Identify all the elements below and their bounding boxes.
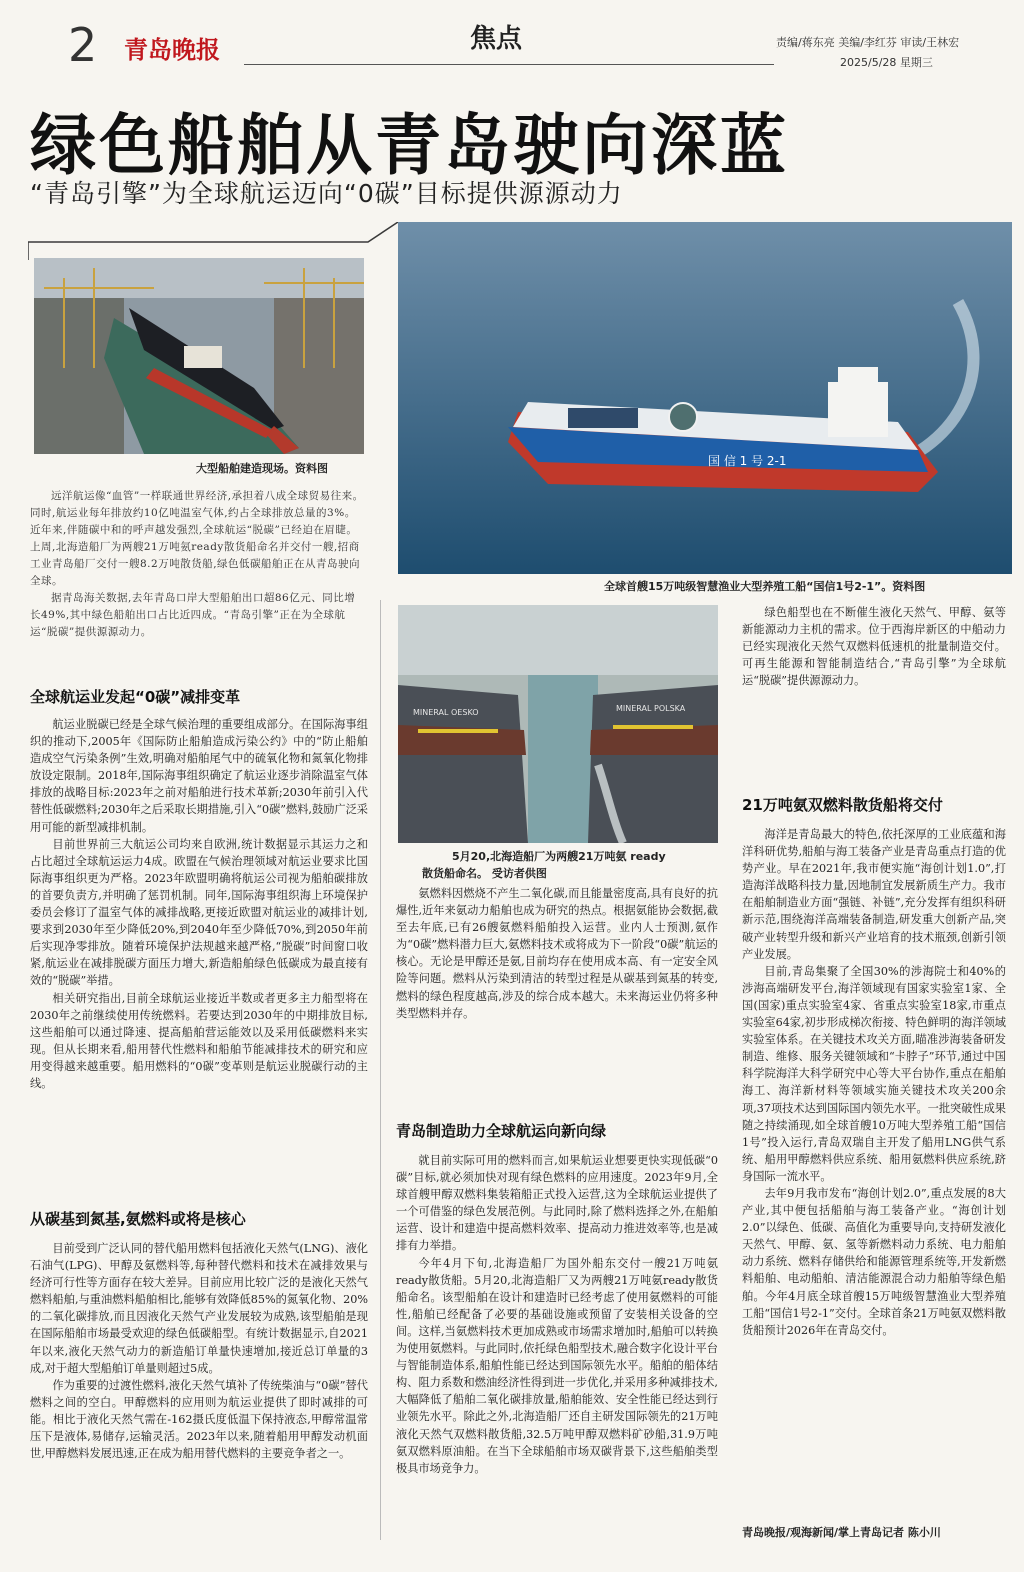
section-body (30, 716, 368, 1092)
newspaper-logo: 青岛晚报 (124, 35, 220, 64)
section-bracket-decoration (28, 222, 400, 262)
launch-caption-line1: 5月20,北海造船厂为两艘21万吨氨 ready (452, 850, 666, 863)
body-paragraph: 相关研究指出,目前全球航运业接近半数或者更多主力船型将在2030年之前继续使用传统燃料。若要达到2030年的中期排放目标,这些船舶可以通过降速、提高船舶营运能效以及采用低碳燃料来实现。但从长期来看,船用替代性燃料和船舶节能减排技术的研究和应用变得越来越重要。船用燃料的“0碳”变革则是航运业脱碳行动的主线。 (30, 991, 368, 1090)
body-paragraph: 就目前实际可用的燃料而言,如果航运业想要更快实现低碳“0碳”目标,就必须加快对现有绿色燃料的应用速度。2023年9月,全球首艘甲醇双燃料集装箱船正式投入运营,这为全球航运业提供了一个可借鉴的绿色发展范例。与此同时,除了燃料选择之外,在船舶运营、设计和建造中提高燃料效率、提高动力推进效率等,也是减排有力举措。 (396, 1154, 718, 1253)
fishfarm-vessel-photo (398, 222, 1012, 574)
fishfarm-caption: 全球首艘15万吨级智慧渔业大型养殖工船“国信1号2-1”。资料图 (604, 580, 926, 593)
page-number: 2 (68, 18, 98, 72)
section-body (30, 1240, 368, 1508)
body-paragraph: 海洋是青岛最大的特色,依托深厚的工业底蕴和海洋科研优势,船舶与海工装备产业是青岛重点打造的优势产业。早在2021年,我市便实施“海创计划1.0”,打造海洋战略科技力量,因地制宜发展新质生产力。我市在船舶制造业方面“强链、补链”,充分发挥有组织科研新示范,围绕海洋高端装备制造,研发重大创新产品,突破产业转型升级和新兴产业培育的技术瓶颈,创新引领产业发展。 (742, 828, 1006, 961)
fishfarm-hull-text: 国 信 1 号 2-1 (708, 454, 787, 468)
column-divider (380, 600, 381, 1540)
section-body (396, 885, 718, 1103)
section-body (396, 1152, 718, 1492)
body-paragraph: 去年9月我市发布“海创计划2.0”,重点发展的8大产业,其中便包括船舶与海工装备产业。“海创计划2.0”以绿色、低碳、高值化为重要导向,支持研发液化天然气、甲醇、氨、氢等新燃料动力系统、电力船舶动力系统、燃料存储供给和能源管理系统等,开发新燃料船舶、电动船舶、清洁能源混合动力船舶等绿色船舶。今年4月底全球首艘15万吨级智慧渔业大型养殖工船“国信1号2-1”交付。全球首条21万吨氨双燃料散货船预计2026年在青岛交付。 (742, 1186, 1006, 1337)
intro-block (30, 488, 366, 641)
launch-ship-right-name: MINERAL POLSKA (616, 704, 686, 713)
section-heading: 全球航运业发起“0碳”减排变革 (30, 688, 241, 706)
body-paragraph: 目前受到广泛认同的替代船用燃料包括液化天然气(LNG)、液化石油气(LPG)、甲醇及氨燃料等,每种替代燃料和技术在减排效果与经济可行性等方面存在较大差异。目前应用比较广泛的是液化天然气燃料船舶,与重油燃料船舶相比,能够有效降低85%的氮氧化物、20%的二氧化碳排放,而且因液化天然气产业发展较为成熟,该型船舶是现在国际船舶市场最受欢迎的绿色低碳船型。有统计数据显示,自2021年以来,液化天然气动力的新造船订单量快速增加,接近总订单量的3成,对于超大型船舶订单量则超过5成。 (30, 1242, 368, 1375)
ship-launch-photo (398, 605, 718, 843)
editor-credits: 责编/蒋东亮 美编/李红芬 审读/王林宏 (776, 36, 960, 49)
subheadline: “青岛引擎”为全球航运迈向“0碳”目标提供源源动力 (30, 179, 623, 208)
intro-paragraph: 远洋航运像“血管”一样联通世界经济,承担着八成全球贸易往来。同时,航运业每年排放约10亿吨温室气体,约占全球排放总量的3%。近年来,伴随碳中和的呼声越发强烈,全球航运“脱碳”已经迫在眉睫。上周,北海造船厂为两艘21万吨氨ready散货船命名并交付一艘,招商工业青岛船厂交付一艘8.2万吨散货船,绿色低碳船舶正在从青岛驶向全球。 (30, 490, 364, 587)
intro-paragraph: 据青岛海关数据,去年青岛口岸大型船舶出口超86亿元、同比增长49%,其中绿色船舶出口占比近四成。“青岛引擎”正在为全球航运“脱碳”提供源源动力。 (30, 592, 356, 638)
section-title: 焦点 (470, 24, 523, 54)
body-paragraph: 目前世界前三大航运公司均来自欧洲,统计数据显示其运力之和占比超过全球航运运力4成。欧盟在气候治理领域对航运业要求比国际海事组织更为严格。2023年欧盟明确将航运公司视为船舶碳排放的首要负责方,并明确了惩罚机制。同年,国际海事组织海上环境保护委员会修订了温室气体的减排战略,更接近欧盟对航运业的减排计划,要求到2030年至少降低20%,到2040年至少降低70%,到2050年前后实现净零排放。随着环境保护法规越来越严格,“脱碳”时间窗口收紧,航运业在减排脱碳方面压力增大,新造船舶绿色低碳成为最直接有效的“脱碳”举措。 (30, 837, 368, 988)
section-body (742, 604, 1006, 782)
shipyard-photo (34, 258, 364, 454)
body-paragraph: 目前,青岛集聚了全国30%的涉海院士和40%的涉海高端研发平台,海洋领域现有国家实验室1家、全国(国家)重点实验室4家、省重点实验室18家,市重点实验室64家,初步形成梯次衔接、特色鲜明的海洋领域实验室体系。在关键技术攻关方面,瞄准涉海装备研发制造、维修、服务关键领域和“卡脖子”环节,通过中国科学院海洋大科学研究中心等大平台协作,重点在船舶海工、海洋新材料等领域实施关键技术攻关200余项,37项技术达到国际国内领先水平。一批突破性成果随之持续涌现,如全球首艘10万吨大型养殖工船“国信1号”投入运行,青岛双瑞自主开发了船用LNG供气系统、船用甲醇燃料供应系统、船用氨燃料供应系统,跻身国际一流水平。 (742, 964, 1006, 1183)
section-heading: 青岛制造助力全球航运向新向绿 (396, 1122, 607, 1140)
section-heading: 从碳基到氮基,氨燃料或将是核心 (30, 1210, 246, 1228)
body-paragraph: 绿色船型也在不断催生液化天然气、甲醇、氨等新能源动力主机的需求。位于西海岸新区的中船动力已经实现液化天然气双燃料低速机的批量制造交付。可再生能源和智能制造结合,“青岛引擎”为全球航运“脱碳”提供源源动力。 (742, 606, 1006, 688)
byline: 青岛晚报/观海新闻/掌上青岛记者 陈小川 (742, 1526, 941, 1539)
launch-caption-line2: 散货船命名。 受访者供图 (422, 867, 547, 880)
body-paragraph: 今年4月下旬,北海造船厂为国外船东交付一艘21万吨氨ready散货船。5月20,北海造船厂又为两艘21万吨氨ready散货船命名。该型船舶在设计和建造时已经考虑了使用氨燃料的可能性,船舶已经配备了必要的基础设施或预留了安装相关设备的空间。这样,当氨燃料技术更加成熟或市场需求增加时,船舶可以转换为使用氨燃料。与此同时,依托绿色船型技术,融合数字化设计平台与智能制造体系,船舶性能已经达到国际领先水平。船舶的船体结构、阻力系数和燃油经济性得到进一步优化,并采用多种减排技术,大幅降低了船舶二氧化碳排放量,船舶能效、安全性能已经达到行业领先水平。除此之外,北海造船厂还自主研发国际领先的21万吨液化天然气双燃料散货船,32.5万吨甲醇双燃料矿砂船,31.9万吨氨双燃料原油船。在当下全球船舶市场双碳背景下,这些船舶类型极具市场竞争力。 (396, 1256, 718, 1475)
launch-ship-left-name: MINERAL OESKO (413, 708, 479, 717)
body-paragraph: 氨燃料因燃烧不产生二氧化碳,而且能量密度高,具有良好的抗爆性,近年来氨动力船舶也成为研究的热点。根据氨能协会数据,截至去年底,已有26艘氨燃料船舶投入运营。业内人士预测,氨作为“0碳”燃料潜力巨大,氨燃料技术或将成为下一阶段“0碳”航运的核心。无论是甲醇还是氨,目前均存在使用成本高、有一定安全风险等问题。燃料从污染到清洁的转型过程是从碳基到氮基的转变,燃料的绿色程度越高,涉及的综合成本越大。未来海运业仍将多种类型燃料并存。 (396, 887, 718, 1020)
headline: 绿色船舶从青岛驶向深蓝 (30, 107, 789, 184)
shipyard-caption: 大型船舶建造现场。资料图 (196, 462, 328, 475)
body-paragraph: 航运业脱碳已经是全球气候治理的重要组成部分。在国际海事组织的推动下,2005年《国际防止船舶造成污染公约》中的“防止船舶造成空气污染条例”生效,明确对船舶尾气中的硫氧化物和氮氧化物排放设定限制。2018年,国际海事组织确定了航运业逐步消除温室气体排放的战略目标:2023年之前对船舶进行技术革新;2030年前引入代替性低碳燃料;2030年之后采取长期措施,引入“0碳”燃料,鼓励广泛采用可能的新型减排机制。 (30, 718, 368, 834)
masthead-rule (244, 64, 774, 65)
section-heading: 21万吨氨双燃料散货船将交付 (742, 796, 943, 814)
issue-date: 2025/5/28 星期三 (840, 56, 933, 69)
body-paragraph: 作为重要的过渡性燃料,液化天然气填补了传统柴油与“0碳”替代燃料之间的空白。甲醇燃料的应用则为航运业提供了即时减排的可能。相比于液化天然气需在-162摄氏度低温下保持液态,甲醇常温常压下是液体,易储存,运输灵活。2023年以来,随着船用甲醇发动机面世,甲醇燃料发展迅速,正在成为船用替代燃料的主要竞争者之一。 (30, 1378, 368, 1461)
section-body (742, 826, 1006, 1518)
